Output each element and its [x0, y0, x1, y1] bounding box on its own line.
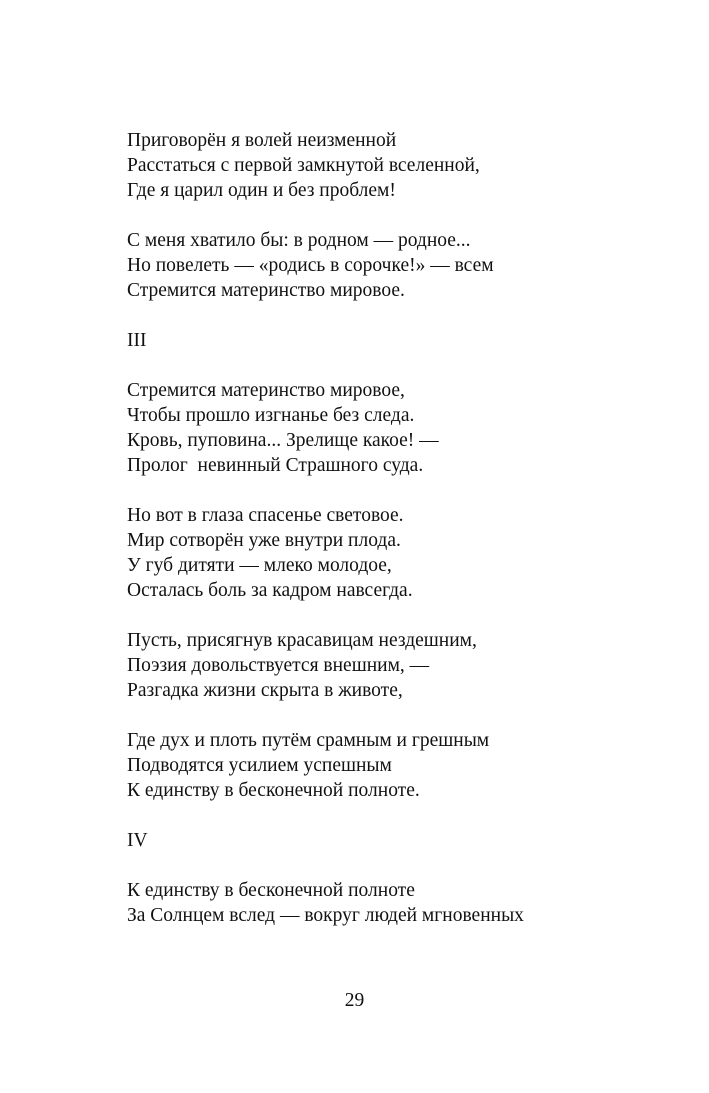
poem-line: С меня хватило бы: в родном — родное... [127, 230, 471, 251]
poem-line: Разгадка жизни скрыта в животе, [127, 680, 403, 701]
poem-line: Чтобы прошло изгнанье без следа. [127, 405, 415, 426]
poem-line: Где дух и плоть путём срамным и грешным [127, 730, 490, 751]
poem-line: Мир сотворён уже внутри плода. [127, 530, 401, 551]
poem-line: Осталась боль за кадром навсегда. [127, 580, 413, 601]
poem-line: К единству в бесконечной полноте [127, 880, 415, 901]
section-heading: III [127, 330, 147, 351]
stanza [127, 378, 687, 478]
poem-line: Но вот в глаза спасенье световое. [127, 505, 404, 526]
poem-line: У губ дитяти — млеко молодое, [127, 555, 392, 576]
page-number: 29 [344, 990, 365, 1011]
poem-line: Но повелеть — «родись в сорочке!» — всем [127, 255, 494, 276]
poem-text [127, 128, 687, 953]
poem-line: Стремится материнство мировое. [127, 280, 405, 301]
poem-line: Где я царил один и без проблем! [127, 180, 396, 201]
poem-line: Пусть, присягнув красавицам нездешним, [127, 630, 477, 651]
stanza [127, 728, 687, 803]
stanza [127, 503, 687, 603]
section-heading: IV [127, 830, 148, 851]
stanza [127, 228, 687, 303]
poem-line: Подводятся усилием успешным [127, 755, 392, 776]
poem-line: Расстаться с первой замкнутой вселенной, [127, 155, 480, 176]
poem-line: Приговорён я волей неизменной [127, 130, 397, 151]
poem-line: Кровь, пуповина... Зрелище какое! — [127, 430, 439, 451]
poem-line: За Солнцем вслед — вокруг людей мгновенных [127, 905, 524, 926]
stanza [127, 628, 687, 703]
poem-line: Стремится материнство мировое, [127, 380, 405, 401]
poem-line: Пролог невинный Страшного суда. [127, 455, 424, 476]
poem-line: К единству в бесконечной полноте. [127, 780, 420, 801]
stanza [127, 878, 687, 928]
stanza [127, 128, 687, 203]
poem-line: Поэзия довольствуется внешним, — [127, 655, 430, 676]
